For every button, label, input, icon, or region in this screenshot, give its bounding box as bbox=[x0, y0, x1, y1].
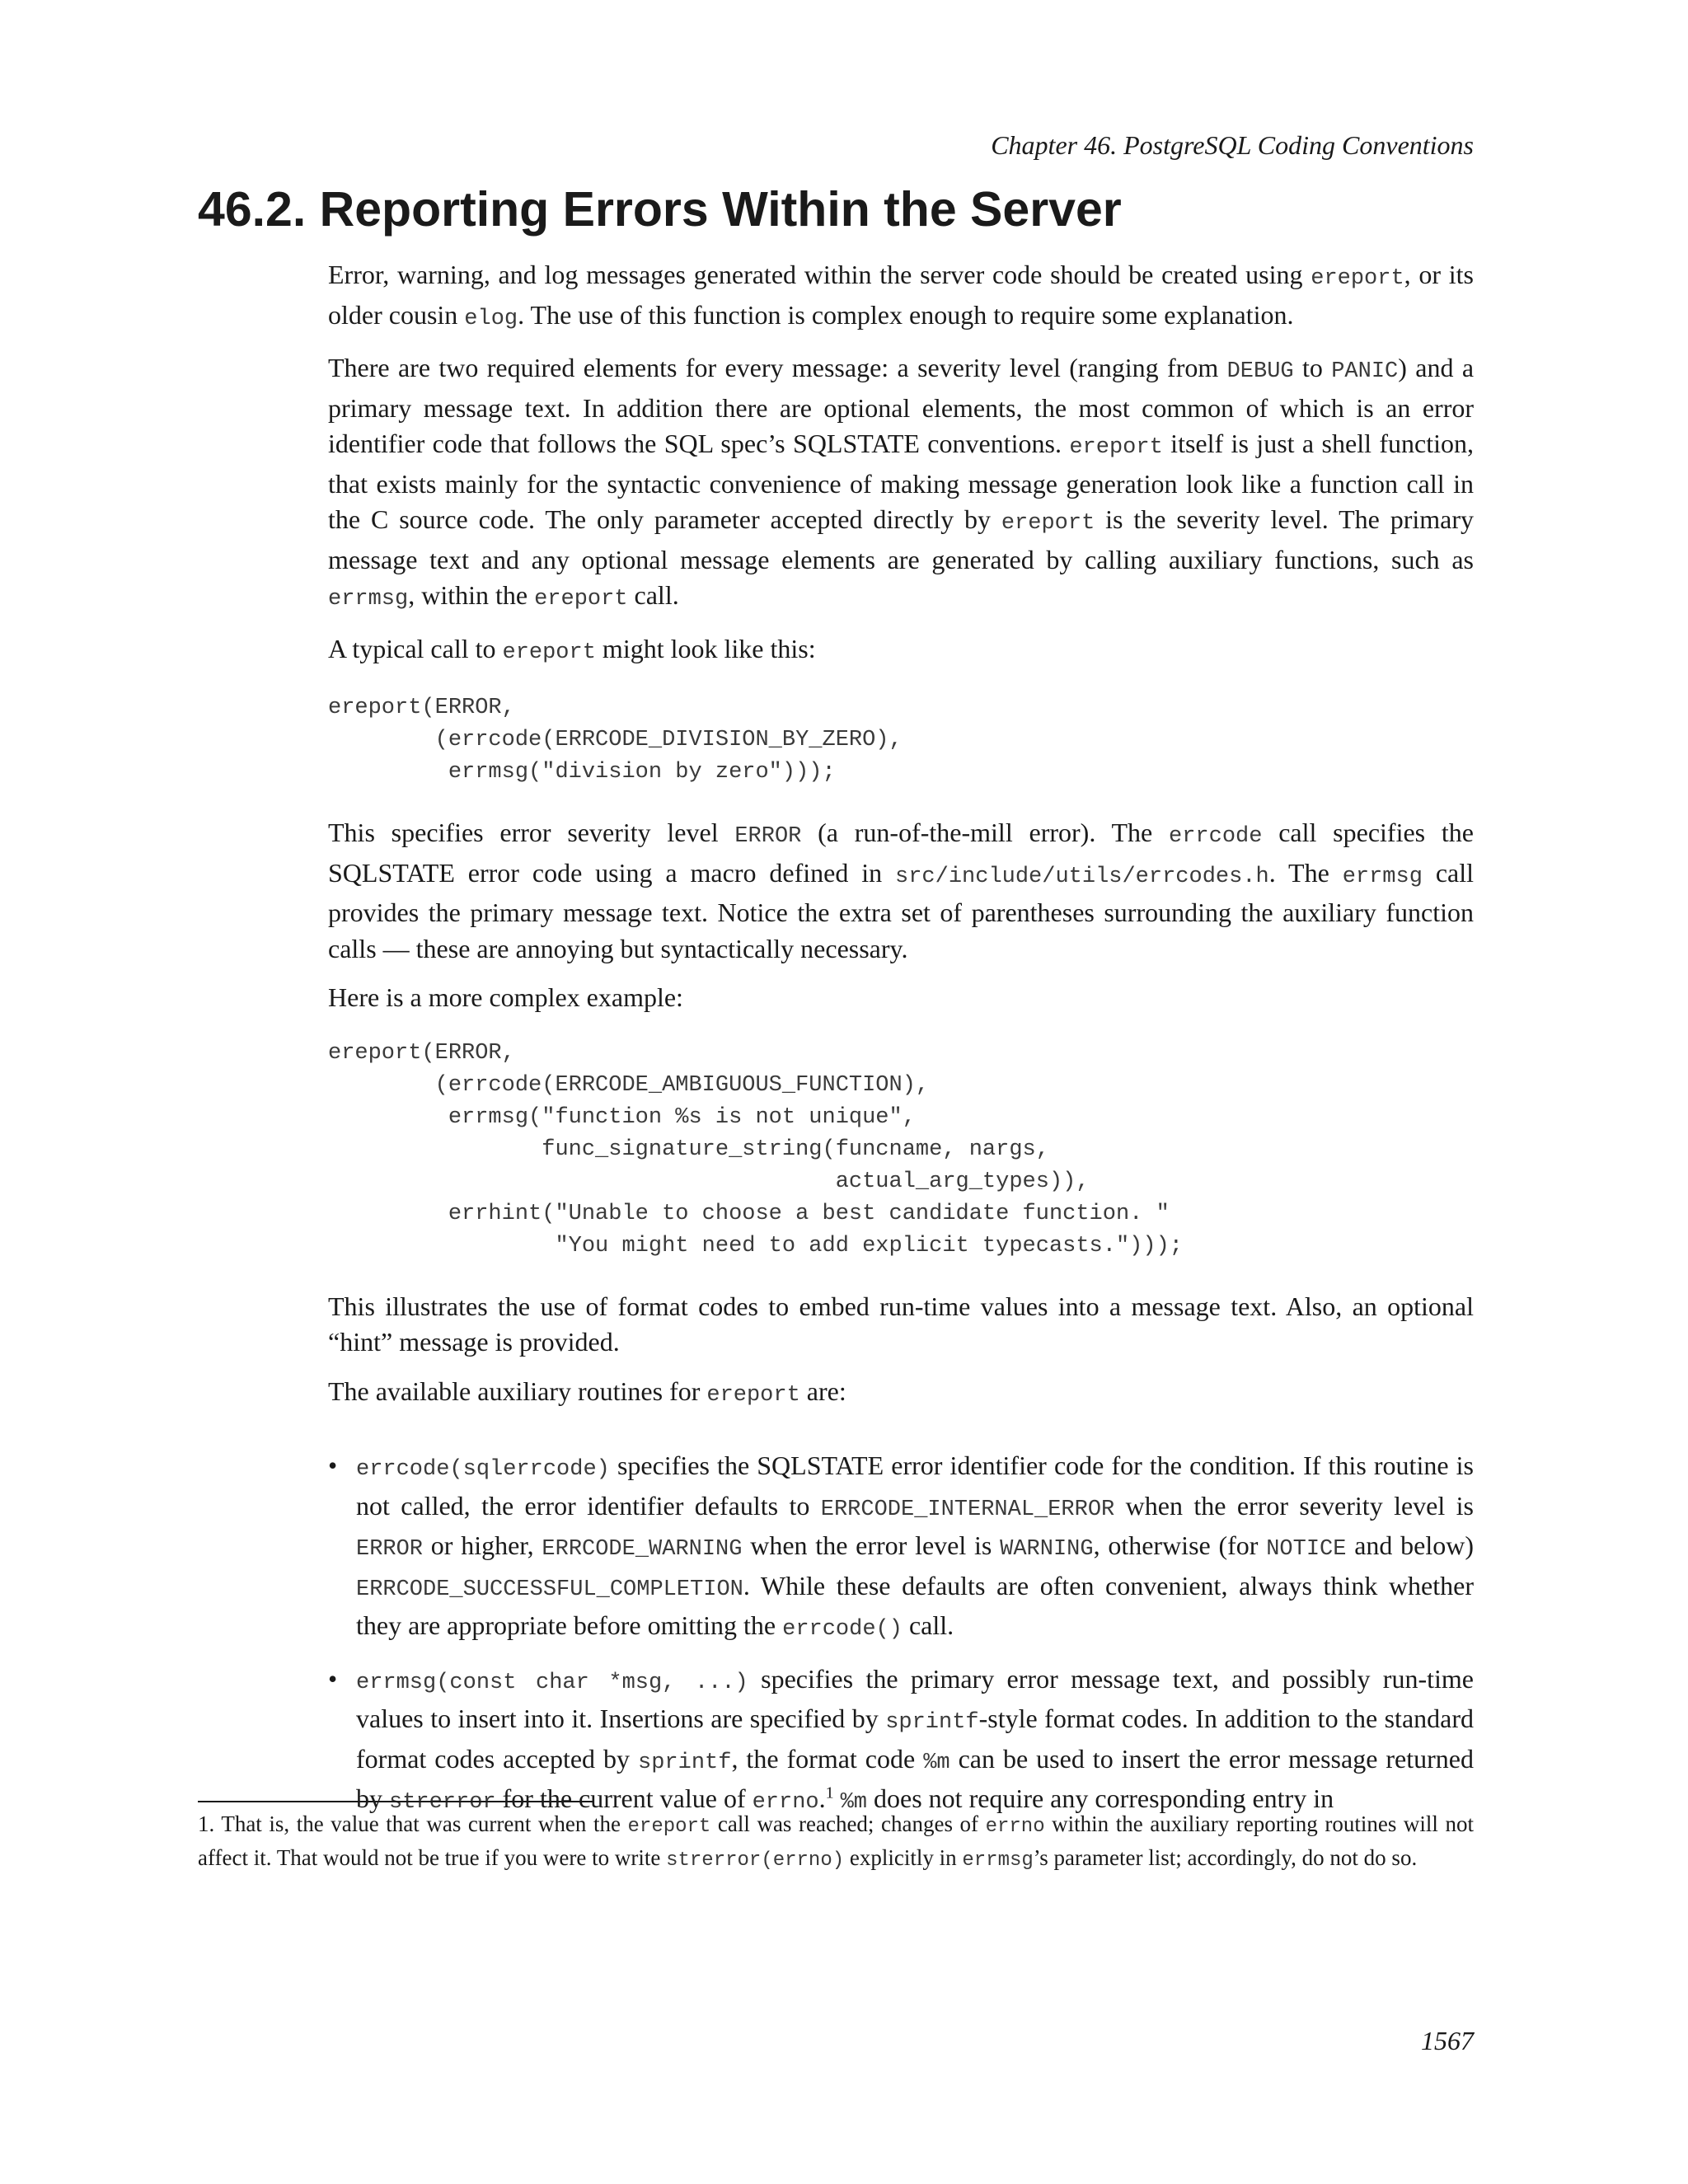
text: for the current value of bbox=[495, 1783, 753, 1813]
section-title: 46.2. Reporting Errors Within the Server bbox=[198, 182, 1122, 237]
text: , the format code bbox=[731, 1743, 924, 1774]
inline-code: WARNING bbox=[1000, 1537, 1094, 1562]
text: itself is just a shell function, that exists mainly for the syntactic convenience of making message generation look like a function call in the C source code. The only parameter accepted directly by bbox=[328, 429, 1475, 534]
text: can be used to insert the error message returned by bbox=[356, 1743, 1475, 1813]
inline-code: ereport bbox=[706, 1382, 800, 1408]
text: The available auxiliary routines for bbox=[328, 1376, 707, 1406]
inline-code: ERROR bbox=[356, 1537, 424, 1562]
text: to bbox=[1293, 353, 1332, 382]
text: , or its older cousin bbox=[328, 260, 1475, 330]
text: , otherwise (for bbox=[1093, 1530, 1267, 1560]
text: . bbox=[818, 1783, 826, 1813]
text: call provides the primary message text. Notice the extra set of parentheses surrounding the auxiliary function calls — these are annoying but syntactically necessary. bbox=[328, 857, 1475, 963]
inline-code: sprintf bbox=[885, 1710, 979, 1735]
text: or higher, bbox=[423, 1530, 542, 1560]
text: . The use of this function is complex enough to require some explanation. bbox=[518, 299, 1294, 330]
code-example-complex: ereport(ERROR, (errcode(ERRCODE_AMBIGUOUS_FUNCTION), errmsg("function %s is not unique", func_signature_string(funcname, nargs, actual_arg_types)), errhint("Unable to choose a best candidate function. " "You might need to add explicit typecasts."))); bbox=[328, 1040, 1183, 1258]
list-item-errcode bbox=[328, 1448, 1474, 1648]
inline-code: errcode() bbox=[782, 1617, 903, 1642]
text: That is, the value that was current when the bbox=[214, 1811, 628, 1836]
inline-code: strerror(errno) bbox=[666, 1849, 845, 1872]
text: when the error severity level is bbox=[1114, 1490, 1475, 1521]
text: Error, warning, and log messages generated within the server code should be created using bbox=[328, 260, 1311, 289]
inline-code: NOTICE bbox=[1266, 1537, 1347, 1562]
inline-code: errmsg bbox=[1342, 864, 1423, 889]
footnote-1 bbox=[198, 1809, 1474, 1876]
text: A typical call to bbox=[328, 633, 503, 663]
section-body bbox=[328, 257, 1474, 1835]
inline-code: ereport bbox=[1001, 511, 1095, 536]
text: call. bbox=[627, 580, 679, 610]
inline-code: ereport bbox=[502, 640, 596, 665]
text: specifies the primary error message text, and possibly run-time values to insert into it. Insertions are specified by bbox=[356, 1663, 1474, 1733]
inline-code: %m bbox=[840, 1790, 868, 1815]
inline-code: errcode(sqlerrcode) bbox=[356, 1457, 610, 1482]
code-example-simple: ereport(ERROR, (errcode(ERRCODE_DIVISION_BY_ZERO), errmsg("division by zero"))); bbox=[328, 696, 903, 785]
text: are: bbox=[799, 1376, 846, 1406]
inline-code: errmsg bbox=[328, 587, 409, 612]
paragraph-intro bbox=[328, 257, 1474, 337]
text: (a run-of-the-mill error). The bbox=[801, 818, 1170, 847]
footnote-reference[interactable]: 1 bbox=[825, 1783, 834, 1802]
text: . The bbox=[1268, 857, 1343, 888]
page-number: 1567 bbox=[1421, 2026, 1474, 2055]
text: This specifies error severity level bbox=[328, 818, 735, 847]
text: call. bbox=[902, 1610, 954, 1640]
text: specifies the SQLSTATE error identifier code for the condition. If this routine is not called, the error identifier defaults to bbox=[356, 1451, 1474, 1521]
paragraph-required-elements bbox=[328, 350, 1474, 618]
inline-code: errno bbox=[985, 1816, 1045, 1838]
list-item-errmsg bbox=[328, 1661, 1474, 1821]
paragraph-complex-intro: Here is a more complex example: bbox=[328, 982, 683, 1012]
inline-code: ERRCODE_SUCCESSFUL_COMPLETION bbox=[356, 1577, 743, 1602]
running-header: Chapter 46. PostgreSQL Coding Conventions bbox=[991, 130, 1474, 160]
inline-code: ereport bbox=[1311, 266, 1404, 291]
bullet: • bbox=[328, 1451, 338, 1480]
inline-code: sprintf bbox=[638, 1750, 732, 1775]
text: might look like this: bbox=[595, 633, 816, 663]
inline-code: %m bbox=[923, 1750, 950, 1775]
text: does not require any corresponding entry in bbox=[867, 1783, 1334, 1813]
text: when the error level is bbox=[742, 1530, 1001, 1560]
text: There are two required elements for every message: a severity level (ranging from bbox=[328, 353, 1227, 382]
text: , within the bbox=[408, 580, 535, 610]
text: is the severity level. The primary message text and any optional message elements are generated by calling auxiliary functions, such as bbox=[328, 504, 1475, 574]
inline-code: errcode bbox=[1169, 824, 1263, 849]
paragraph-typical-call bbox=[328, 631, 1474, 672]
text: . While these defaults are often convenient, always think whether they are appropriate before omitting the bbox=[356, 1570, 1474, 1640]
inline-code: src/include/utils/errcodes.h bbox=[895, 864, 1269, 889]
text: ’s parameter list; accordingly, do not do so. bbox=[1033, 1844, 1418, 1870]
inline-code: errmsg bbox=[962, 1849, 1034, 1872]
footnote-divider bbox=[198, 1801, 593, 1802]
inline-code: ereport bbox=[1069, 435, 1163, 460]
text: and below) bbox=[1346, 1530, 1475, 1560]
inline-code: errmsg(const char *msg, ...) bbox=[356, 1670, 748, 1695]
text: explicitly in bbox=[844, 1844, 963, 1870]
text: call specifies the SQLSTATE error code using a macro defined in bbox=[328, 818, 1475, 888]
inline-code: DEBUG bbox=[1226, 359, 1294, 384]
inline-code: ERROR bbox=[734, 824, 802, 849]
inline-code: ERRCODE_WARNING bbox=[542, 1537, 743, 1562]
text: ) and a primary message text. In addition there are optional elements, the most common of which is an error identifier code that follows the SQL spec’s SQLSTATE conventions. bbox=[328, 353, 1475, 458]
inline-code: ERRCODE_INTERNAL_ERROR bbox=[820, 1497, 1115, 1522]
paragraph-explanation bbox=[328, 815, 1474, 967]
inline-code: elog bbox=[464, 306, 518, 331]
footnote-number: 1. bbox=[198, 1811, 215, 1836]
text: call was reached; changes of bbox=[710, 1811, 986, 1836]
inline-code: strerror bbox=[389, 1790, 496, 1815]
inline-code: PANIC bbox=[1331, 359, 1399, 384]
inline-code: ereport bbox=[627, 1816, 711, 1838]
inline-code: errno bbox=[752, 1790, 819, 1815]
bullet: • bbox=[328, 1663, 338, 1694]
auxiliary-routines-list bbox=[328, 1448, 1474, 1821]
text: -style format codes. In addition to the standard format codes accepted by bbox=[356, 1704, 1475, 1774]
paragraph-format-codes: This illustrates the use of format codes to embed run-time values into a message text. Also, an optional “hint” message is provided. bbox=[328, 1291, 1474, 1357]
inline-code: ereport bbox=[534, 587, 628, 612]
paragraph-auxiliary-intro bbox=[328, 1374, 1474, 1414]
text: within the auxiliary reporting routines will not affect it. That would not be true if you were to write bbox=[198, 1811, 1474, 1870]
